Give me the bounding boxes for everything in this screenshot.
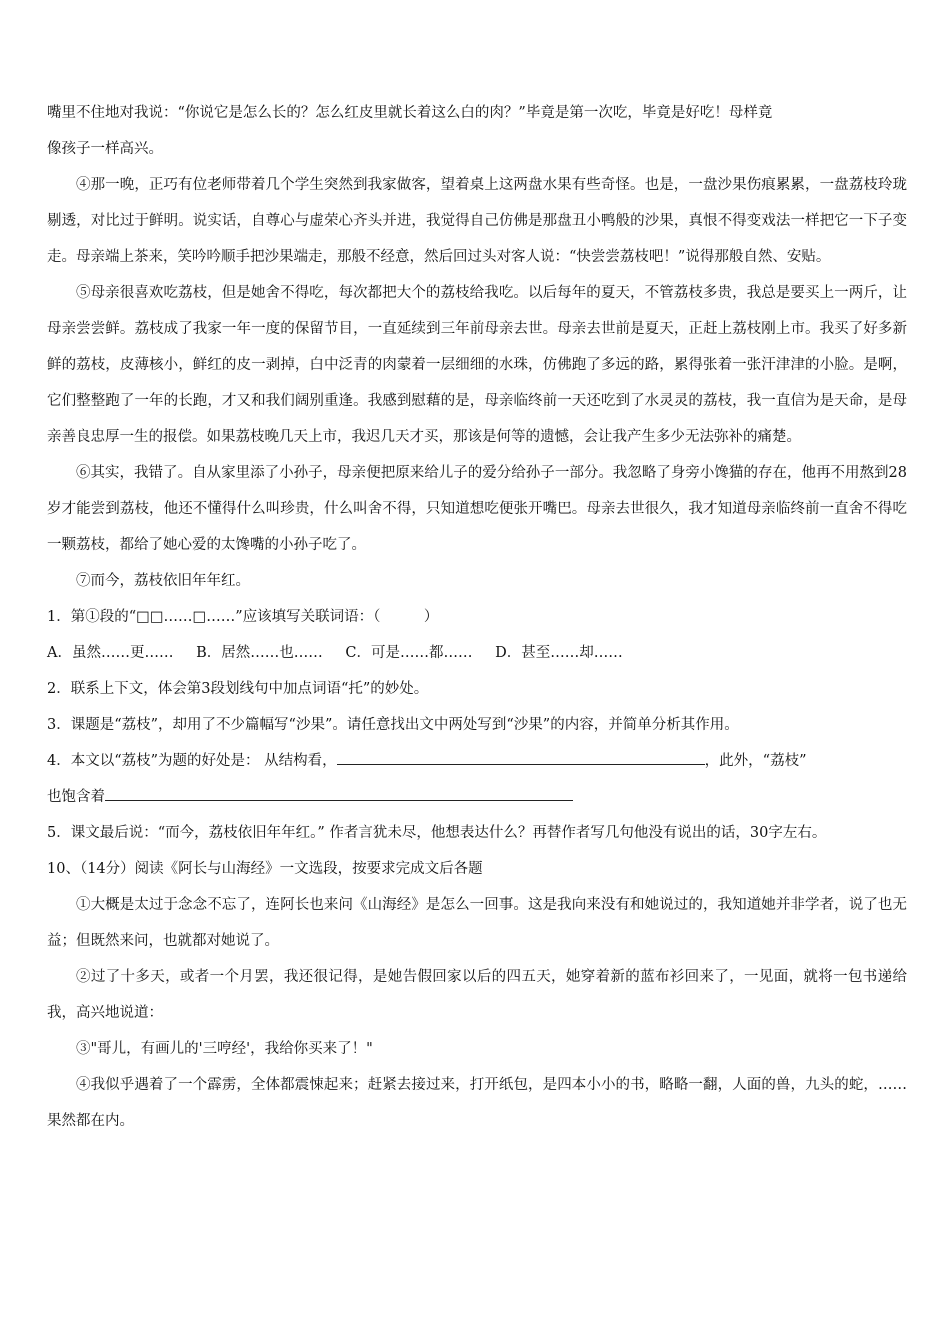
story1-paragraph-7: ⑦而今，荔枝依旧年年红。	[76, 573, 250, 589]
option-d: D．甚至……却……	[495, 645, 623, 661]
option-c: C．可是……都……	[345, 645, 473, 661]
question-2: 2．联系上下文，体会第3段划线句中加点词语“托”的妙处。	[47, 681, 429, 697]
document-body	[47, 95, 907, 1139]
story1-paragraph-4: ④那一晚，正巧有位老师带着几个学生突然到我家做客，望着桌上这两盘水果有些奇怪。也是，一盘沙果伤痕累累，一盘荔枝玲珑剔透，对比过于鲜明。说实话，自尊心与虚荣心齐头并进，我觉得自己仿佛是那盘丑小鸭般的沙果，真恨不得变戏法一样把它一下子变走。母亲端上茶来，笑吟吟顺手把沙果端走，那般不经意，然后回过头对客人说：“快尝尝荔枝吧！”说得那般自然、安贴。	[47, 177, 907, 265]
question-4	[47, 743, 907, 779]
text-line: 像孩子一样高兴。	[47, 141, 163, 157]
option-b: B．居然……也……	[196, 645, 323, 661]
question-4-line-2-label: 也饱含着	[47, 789, 105, 805]
question-4-prefix: 4．本文以“荔枝”为题的好处是： 从结构看，	[47, 753, 337, 769]
story1-paragraph-5: ⑤母亲很喜欢吃荔枝，但是她舍不得吃，每次都把大个的荔枝给我吃。以后每年的夏天，不管荔枝多贵，我总是要买上一两斤，让母亲尝尝鲜。荔枝成了我家一年一度的保留节目，一直延续到三年前母亲去世。母亲去世前是夏天，正赶上荔枝刚上市。我买了好多新鲜的荔枝，皮薄核小，鲜红的皮一剥掉，白中泛青的肉蒙着一层细细的水珠，仿佛跑了多远的路，累得张着一张汗津津的小脸。是啊，它们整整跑了一年的长跑，才又和我们阔别重逢。我感到慰藉的是，母亲临终前一天还吃到了水灵灵的荔枝，我一直信为是天命，是母亲善良忠厚一生的报偿。如果荔枝晚几天上市，我迟几天才买，那该是何等的遗憾，会让我产生多少无法弥补的痛楚。	[47, 285, 907, 445]
question-5: 5．课文最后说：“而今，荔枝依旧年年红。” 作者言犹未尽，他想表达什么？再替作者写几句他没有说出的话，30字左右。	[47, 825, 827, 841]
question-4-line-2	[47, 779, 907, 815]
story1-paragraph-6: ⑥其实，我错了。自从家里添了小孙子，母亲便把原来给儿子的爱分给孙子一部分。我忽略了身旁小馋猫的存在，他再不用熬到28岁才能尝到荔枝，他还不懂得什么叫珍贵，什么叫舍不得，只知道想吃便张开嘴巴。母亲去世很久，我才知道母亲临终前一直舍不得吃一颗荔枝，都给了她心爱的太馋嘴的小孙子吃了。	[47, 465, 907, 553]
answer-blank-meaning[interactable]	[105, 782, 573, 801]
question-1-options	[47, 635, 907, 671]
answer-blank-structure[interactable]	[337, 746, 705, 765]
story2-paragraph-4: ④我似乎遇着了一个霹雳，全体都震悚起来；赶紧去接过来，打开纸包，是四本小小的书，略略一翻，人面的兽，九头的蛇，……果然都在内。	[47, 1077, 907, 1129]
story2-paragraph-2: ②过了十多天，或者一个月罢，我还很记得，是她告假回家以后的四五天，她穿着新的蓝布衫回来了，一见面，就将一包书递给我，高兴地说道：	[47, 969, 907, 1021]
question-1: 1．第①段的“□□……□……”应该填写关联词语：（ ）	[47, 609, 439, 625]
option-a: A．虽然……更……	[47, 645, 174, 661]
story2-paragraph-1: ①大概是太过于念念不忘了，连阿长也来问《山海经》是怎么一回事。这是我向来没有和她说过的，我知道她并非学者，说了也无益；但既然来问，也就都对她说了。	[47, 897, 907, 949]
question-4-middle: ，此外，“荔枝”	[704, 753, 807, 769]
text-line: 嘴里不住地对我说：“你说它是怎么长的？怎么红皮里就长着这么白的肉？”毕竟是第一次吃，毕竟是好吃！母样竟	[47, 105, 773, 121]
question-3: 3．课题是“荔枝”，却用了不少篇幅写“沙果”。请任意找出文中两处写到“沙果”的内容，并简单分析其作用。	[47, 717, 739, 733]
story1-paragraph-3-continuation	[47, 95, 907, 167]
story2-paragraph-3: ③"哥儿，有画儿的'三哼经'，我给你买来了！"	[76, 1041, 373, 1057]
section-10-heading: 10、（14分）阅读《阿长与山海经》一文选段，按要求完成文后各题	[47, 861, 483, 877]
